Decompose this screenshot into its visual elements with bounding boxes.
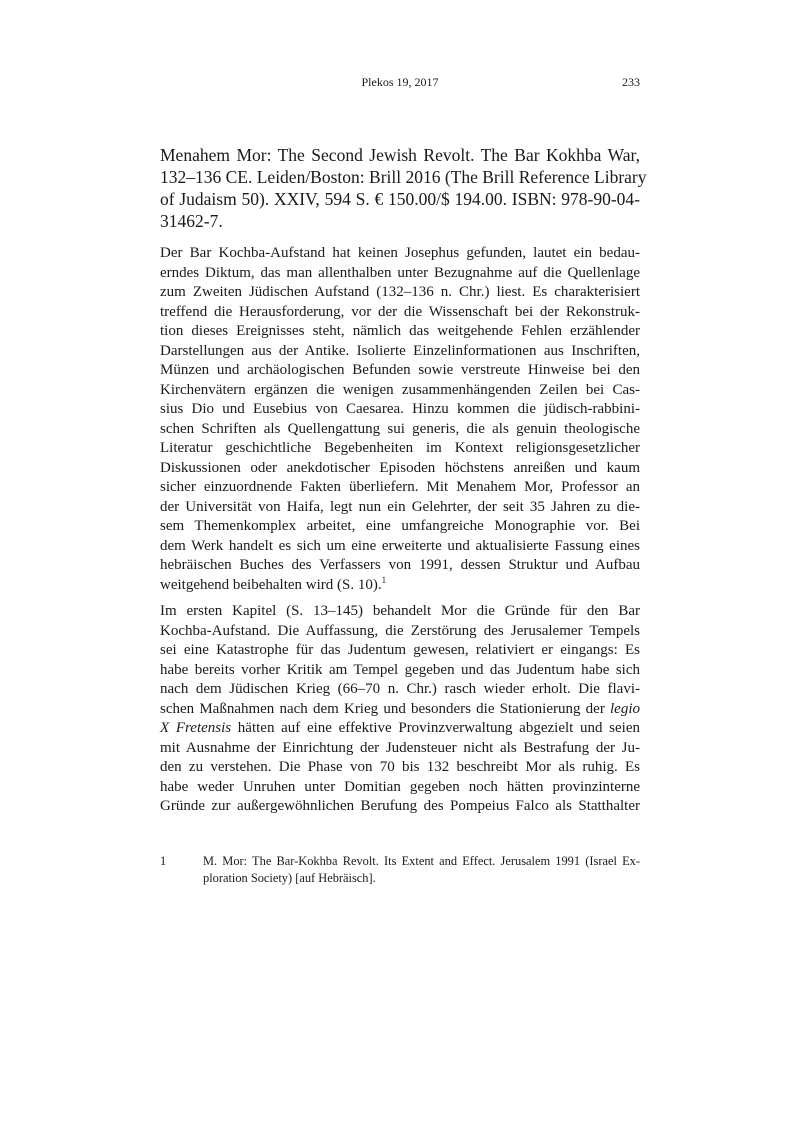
text-line: habe weder Unruhen unter Domitian gegeben noch hätten provinzinterne (160, 778, 640, 795)
text-line: dem Werk handelt es sich um eine erweiterte und aktualisierte Fassung eines (160, 537, 640, 554)
page-number: 233 (622, 75, 640, 89)
heading-line: 132–136 CE. Leiden/Boston: Brill 2016 (The Brill Reference Library (160, 167, 647, 187)
text-segment: schen Maßnahmen nach dem Krieg und besonders die Stationierung der (160, 700, 610, 717)
text-line: Münzen und archäologischen Befunden sowie verstreute Hinweise bei den (160, 362, 640, 378)
footnote-line: ploration Society) [auf Hebräisch]. (203, 871, 376, 885)
text-line: tion dieses Ereignisses steht, nämlich das weitgehende Fehlen erzählender (160, 323, 640, 339)
text-line: habe bereits vorher Kritik am Tempel gegeben und das Judentum habe sich (160, 661, 640, 678)
text-line (160, 576, 640, 596)
text-line: Der Bar Kochba-Aufstand hat keinen Josephus gefunden, lautet ein bedau- (160, 245, 640, 261)
text-line: hebräischen Buches des Verfassers von 1991, dessen Struktur und Aufbau (160, 557, 640, 573)
heading-line: of Judaism 50). XXIV, 594 S. € 150.00/$ 194.00. ISBN: 978-90-04- (160, 189, 640, 209)
footnote-line: M. Mor: The Bar-Kokhba Revolt. Its Extent and Effect. Jerusalem 1991 (Israel Ex- (203, 854, 640, 868)
text-line: sius Dio und Eusebius von Caesarea. Hinzu kommen die jüdisch-rabbini- (160, 401, 640, 417)
text-line: treffend die Herausforderung, vor der die Wissenschaft bei der Rekonstruk- (160, 303, 640, 320)
text-line (160, 700, 640, 720)
text-line: sei eine Katastrophe für das Judentum gewesen, relativiert er eingangs: Es (160, 642, 640, 658)
italic-term: X Fretensis (160, 720, 232, 736)
footnote-reference[interactable]: 1 (381, 574, 387, 585)
text-line: mit Ausnahme der Einrichtung der Judensteuer nicht als Bestrafung der Ju- (160, 739, 640, 756)
text-segment: hätten auf eine effektive Provinzverwaltung abgezielt und seien (231, 720, 640, 736)
text-line: den zu verstehen. Die Phase von 70 bis 132 beschreibt Mor als ruhig. Es (160, 759, 640, 775)
text-line: zum Zweiten Jüdischen Aufstand (132–136 n. Chr.) liest. Es charakterisiert (160, 284, 640, 300)
text-line: nach dem Jüdischen Krieg (66–70 n. Chr.) rasch wieder erholt. Die flavi- (160, 681, 640, 697)
heading-line: 31462-7. (160, 211, 223, 231)
footnote-number: 1 (160, 854, 167, 868)
text-line: Kirchenvätern ergänzen die wenigen zusammenhängenden Zeilen bei Cas- (160, 381, 640, 398)
paragraph-2 (160, 602, 640, 817)
text-line: Im ersten Kapitel (S. 13–145) behandelt Mor die Gründe für den Bar (160, 603, 640, 619)
text-line (160, 719, 640, 739)
text-line: Literatur geschichtliche Begebenheiten im Kontext religionsgesetzlicher (160, 440, 640, 456)
review-heading (160, 144, 647, 232)
italic-term: legio (610, 700, 640, 717)
footnote-text (203, 853, 640, 887)
text-line: Kochba-Aufstand. Die Auffassung, die Zerstörung des Jerusalemer Tempels (160, 622, 640, 639)
footnote (160, 853, 640, 887)
paragraph-1 (160, 244, 640, 595)
text-line: sicher einzuordnende Fakten überliefern. Mit Menahem Mor, Professor an (160, 479, 640, 495)
text-line: Diskussionen oder anekdotischer Episoden höchstens anreißen und kaum (160, 459, 640, 476)
text-segment: weitgehend beibehalten wird (S. 10). (160, 576, 382, 593)
text-line: Darstellungen aus der Antike. Isolierte Einzelinformationen aus Inschriften, (160, 342, 640, 359)
text-line: erndes Diktum, das man allenthalben unter Bezugnahme auf die Quellenlage (160, 264, 640, 281)
text-line: der Universität von Haifa, legt nun ein Gelehrter, der seit 35 Jahren zu die- (160, 498, 640, 515)
running-header: Plekos 19, 2017 (361, 75, 439, 89)
text-line: schen Schriften als Quellengattung sui generis, die als genuin theologische (160, 420, 640, 437)
heading-line: Menahem Mor: The Second Jewish Revolt. The Bar Kokhba War, (160, 145, 640, 165)
text-line: Gründe zur außergewöhnlichen Berufung des Pompeius Falco als Statthalter (160, 798, 640, 814)
text-line: sem Themenkomplex arbeitet, eine umfangreiche Monographie vor. Bei (160, 518, 640, 534)
